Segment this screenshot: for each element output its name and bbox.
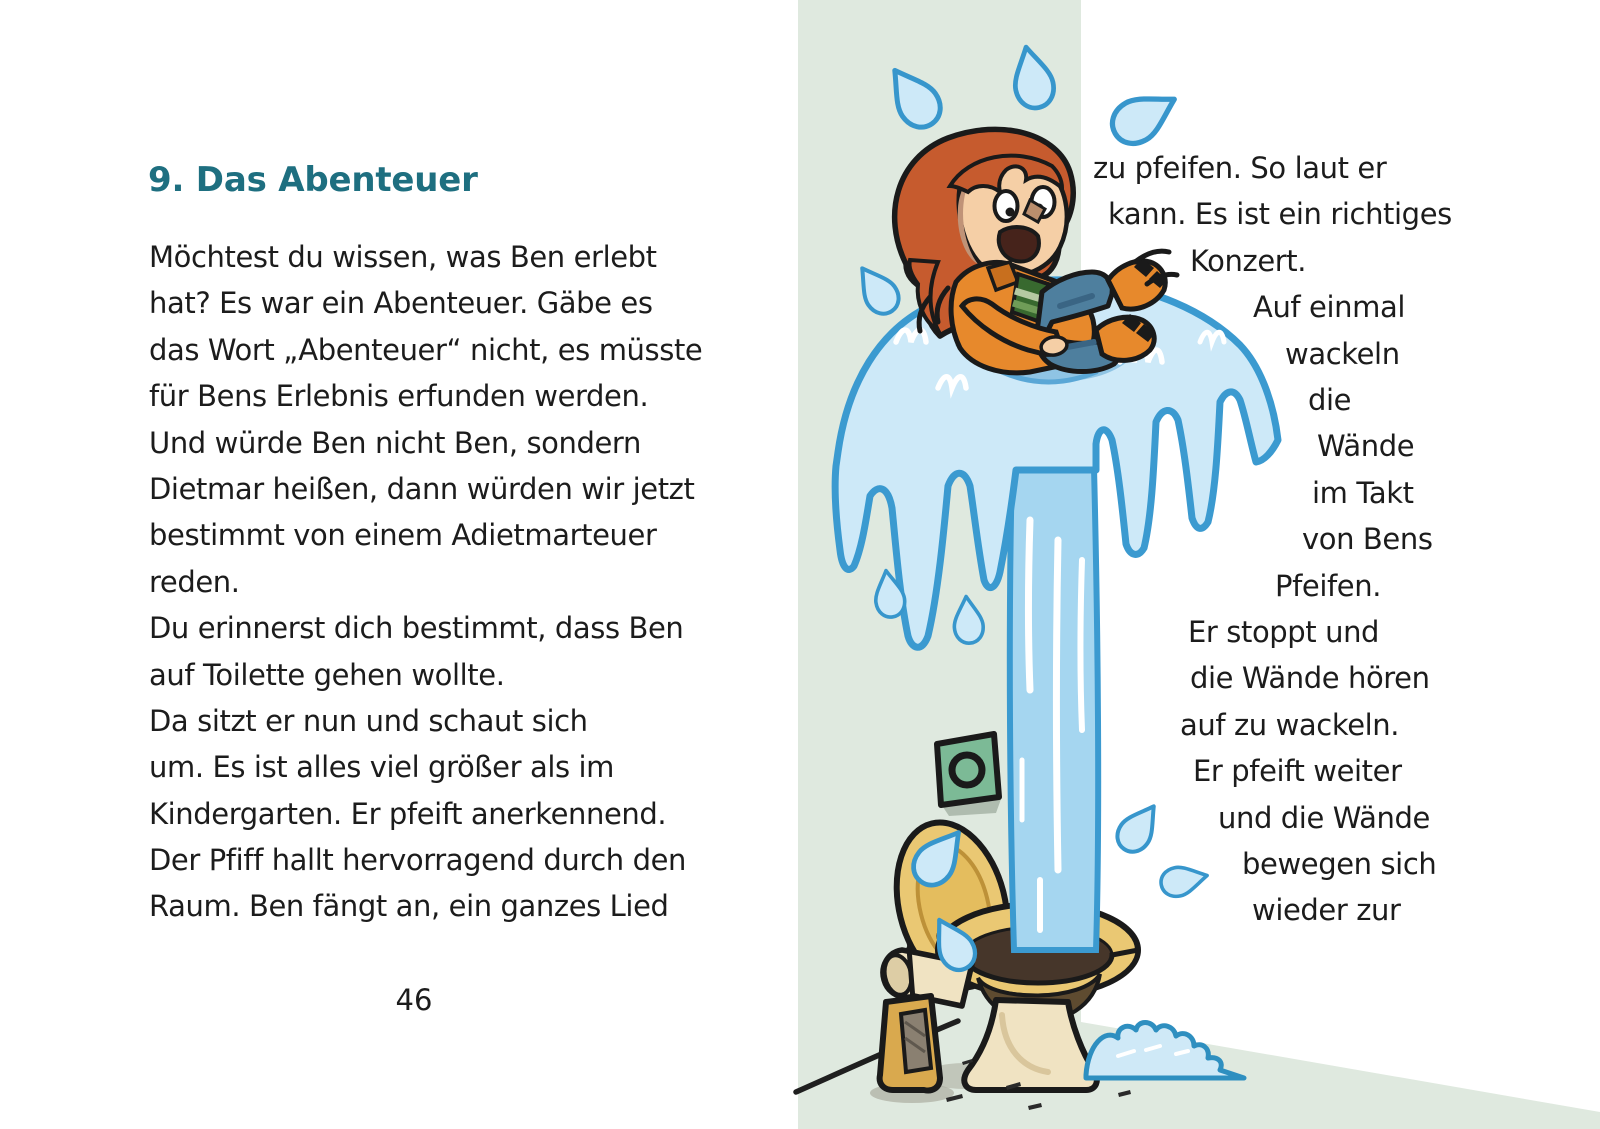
chapter-title: 9. Das Abenteuer xyxy=(148,159,478,200)
wrapped-line: Konzert. xyxy=(1190,243,1307,278)
body-line: um. Es ist alles viel größer als im xyxy=(149,750,615,785)
body-line: Der Pfiff hallt hervorragend durch den xyxy=(149,843,687,878)
body-line: Möchtest du wissen, was Ben erlebt xyxy=(149,240,657,274)
wrapped-line: wieder zur xyxy=(1252,893,1401,928)
wrapped-line: auf zu wackeln. xyxy=(1180,707,1400,742)
body-line: Raum. Ben fängt an, ein ganzes Lied xyxy=(149,889,669,924)
wrapped-line: im Takt xyxy=(1312,475,1414,510)
body-line: hat? Es war ein Abenteuer. Gäbe es xyxy=(149,286,653,321)
flush-plate-icon xyxy=(937,734,1001,816)
body-line: bestimmt von einem Adietmarteuer xyxy=(149,518,657,553)
boy-mouth xyxy=(999,227,1039,261)
water-column xyxy=(1010,468,1098,950)
body-line: reden. xyxy=(149,564,240,599)
wrapped-line: wackeln xyxy=(1285,336,1400,371)
wrapped-line: kann. Es ist ein richtiges xyxy=(1108,197,1452,232)
wrapped-line: und die Wände xyxy=(1218,800,1430,835)
wrapped-line: Er pfeift weiter xyxy=(1193,754,1402,789)
body-line: Da sitzt er nun und schaut sich xyxy=(149,703,588,738)
body-line: Und würde Ben nicht Ben, sondern xyxy=(149,425,641,460)
wrapped-line: bewegen sich xyxy=(1242,847,1437,881)
body-line: für Bens Erlebnis erfunden werden. xyxy=(149,379,649,414)
body-line: das Wort „Abenteuer“ nicht, es müsste xyxy=(149,332,703,367)
wrapped-line: von Bens xyxy=(1302,522,1433,557)
wrapped-line: die Wände hören xyxy=(1190,661,1430,696)
wrapped-line: Er stoppt und xyxy=(1188,615,1380,649)
body-text xyxy=(149,234,702,930)
wrapped-line: Wände xyxy=(1317,429,1415,464)
body-line: Du erinnerst dich bestimmt, dass Ben xyxy=(149,611,684,646)
wrapped-line: die xyxy=(1308,383,1352,417)
boy-eye-left xyxy=(995,191,1018,221)
wrapped-line: zu pfeifen. So laut er xyxy=(1093,151,1387,185)
page-number: 46 xyxy=(395,983,433,1017)
wrapped-line: Auf einmal xyxy=(1253,290,1406,325)
body-line: auf Toilette gehen wollte. xyxy=(149,657,505,692)
body-line: Dietmar heißen, dann würden wir jetzt xyxy=(149,471,695,506)
wrapped-line: Pfeifen. xyxy=(1275,568,1382,603)
body-line: Kindergarten. Er pfeift anerkennend. xyxy=(149,796,667,831)
